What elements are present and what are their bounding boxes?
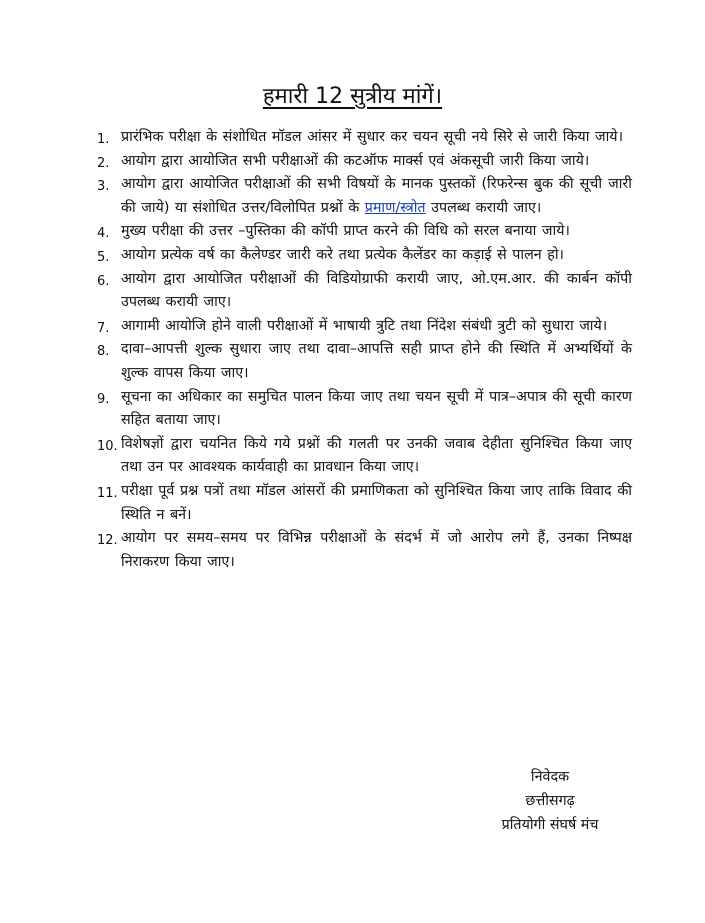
- item-text: आयोग प्रत्येक वर्ष का कैलेण्डर जारी करे तथा प्रत्येक कैलेंडर का कड़ाई से पालन हो।: [121, 246, 564, 263]
- item-text: [121, 173, 632, 220]
- item-number: 3.: [97, 179, 110, 195]
- page-title-text: हमारी 12 सुत्रीय मांगें।: [262, 84, 443, 109]
- list-item: [97, 480, 632, 527]
- item-text: आगामी आयोजि होने वाली परीक्षाओं में भाषायी त्रुटि तथा निंदेश संबंधी त्रुटी को सुधारा जाये।: [121, 317, 608, 334]
- signature-organization: प्रतियोगी संघर्ष मंच: [501, 817, 599, 833]
- item-number: 4.: [97, 226, 110, 242]
- signature-block: [440, 765, 660, 837]
- list-item: [97, 386, 632, 433]
- list-item: [97, 220, 632, 244]
- item-text: सूचना का अधिकार का समुचित पालन किया जाए तथा चयन सूची में पात्र–अपात्र की सूची कारण सहित बताया जाए।: [121, 388, 632, 429]
- item-number: 7.: [97, 320, 110, 336]
- item-number: 9.: [97, 391, 110, 407]
- item-text: मुख्य परीक्षा की उत्तर –पुस्तिका की कॉपी प्राप्त करने की विधि को सरल बनाया जाये।: [121, 223, 570, 240]
- item-text: परीक्षा पूर्व प्रश्न पत्रों तथा मॉडल आंसरों की प्रमाणिकता को सुनिश्चित किया जाए ताकि विवाद की स्थिति न बनें।: [121, 482, 632, 523]
- item-text: आयोग पर समय–समय पर विभिन्न परीक्षाओं के संदर्भ में जो आरोप लगे हैं, उनका निष्पक्ष निराकरण किया जाए।: [121, 530, 632, 570]
- item-number: 1.: [97, 132, 110, 147]
- list-item: [97, 126, 632, 150]
- list-item: [97, 527, 632, 574]
- item-number: 5.: [97, 249, 110, 265]
- page-title: [0, 82, 705, 112]
- list-item: [97, 244, 632, 268]
- list-item: [97, 150, 632, 174]
- item-number: 11.: [97, 485, 118, 501]
- item-text: विशेषज्ञों द्वारा चयनित किये गये प्रश्नों की गलती पर उनकी जवाब देहीता सुनिश्चित किया जाए तथा उन पर आवश्यक कार्यवाही का प्रावधान किया जाए।: [121, 435, 632, 476]
- item-number: 10.: [97, 438, 118, 454]
- signature-requester: निवेदक: [530, 769, 570, 785]
- item-number: 12.: [97, 533, 118, 549]
- list-item: [97, 338, 632, 385]
- item-text: आयोग द्वारा आयोजित परीक्षाओं की विडियोग्राफी करायी जाए, ओ.एम.आर. की कार्बन कॉपी उपलब्ध करायी जाए।: [121, 270, 632, 311]
- item-text: आयोग द्वारा आयोजित सभी परीक्षाओं की कटऑफ मार्क्स एवं अंकसूची जारी किया जाये।: [121, 152, 590, 169]
- item-number: 2.: [97, 155, 110, 171]
- item-text: प्रारंभिक परीक्षा के संशोधित मॉडल आंसर में सुधार कर चयन सूची नये सिरे से जारी किया जाये।: [121, 129, 623, 145]
- item-number: 6.: [97, 273, 110, 289]
- demands-list: [97, 126, 632, 574]
- list-item: [97, 433, 632, 480]
- list-item: [97, 173, 632, 220]
- item-text-before: आयोग द्वारा आयोजित परीक्षाओं की सभी विषयों के मानक पुस्तकों (रिफरेन्स बुक की सूची जारी की जाये) या संशोधित उत्तर/विलोपित प्रश्नों के: [121, 176, 632, 216]
- item-number: 8.: [97, 344, 110, 360]
- list-item: [97, 315, 632, 339]
- list-item: [97, 268, 632, 315]
- signature-state: छत्तीसगढ़: [525, 793, 575, 809]
- item-text: दावा–आपत्ती शुल्क सुधारा जाए तथा दावा–आपत्ति सही प्राप्त होने की स्थिति में अभ्यर्थियों के शुल्क वापस किया जाए।: [121, 341, 632, 381]
- evidence-link[interactable]: प्रमाण/स्त्रोत: [364, 199, 426, 216]
- item-text-after: उपलब्ध करायी जाए।: [425, 199, 542, 216]
